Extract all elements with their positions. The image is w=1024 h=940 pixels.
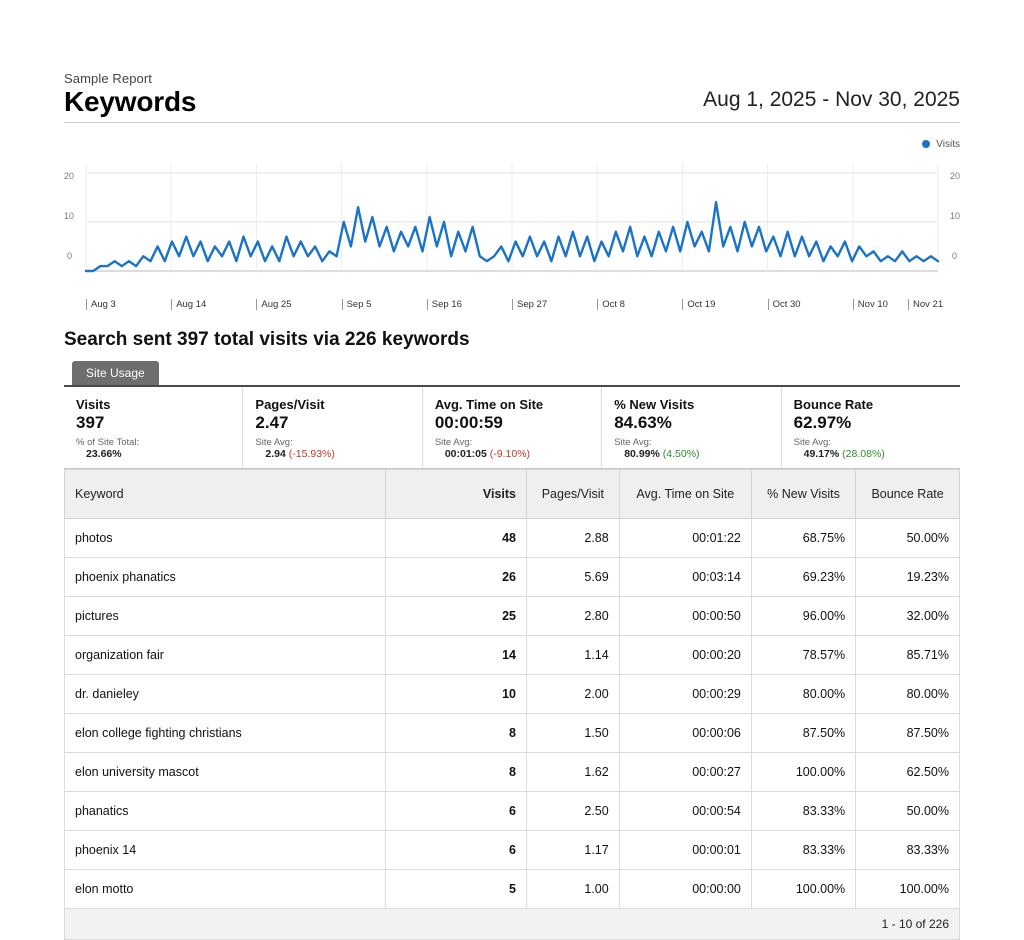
cell-new-visits: 83.33% [751, 792, 855, 831]
sample-report-label: Sample Report [64, 71, 153, 86]
metric-delta: (28.08%) [842, 448, 885, 461]
metric-sub-number: 80.99% [624, 448, 660, 461]
cell-bounce-rate: 62.50% [856, 753, 960, 792]
column-header-keyword[interactable]: Keyword [65, 470, 386, 519]
title-block [64, 72, 196, 116]
cell-pages-per-visit: 1.14 [527, 636, 620, 675]
cell-bounce-rate: 32.00% [856, 597, 960, 636]
cell-visits: 25 [386, 597, 527, 636]
cell-visits: 6 [386, 831, 527, 870]
metric-sub-number: 49.17% [803, 448, 840, 461]
cell-pages-per-visit: 2.00 [527, 675, 620, 714]
metric-sub-value [255, 448, 421, 460]
cell-visits: 8 [386, 714, 527, 753]
cell-keyword[interactable]: elon motto [65, 870, 386, 909]
summary-sentence: Search sent 397 total visits via 226 keywords [64, 329, 470, 351]
y-axis-tick-right-20: 20 [949, 171, 960, 182]
metric-name: Bounce Rate [793, 397, 874, 413]
x-axis-tick-label: Sep 5 [342, 299, 372, 310]
cell-avg-time: 00:00:29 [619, 675, 751, 714]
cell-keyword[interactable]: organization fair [65, 636, 386, 675]
cell-pages-per-visit: 1.00 [527, 870, 620, 909]
metrics-summary [64, 385, 960, 469]
cell-avg-time: 00:01:22 [619, 519, 751, 558]
cell-bounce-rate: 100.00% [856, 870, 960, 909]
metric-sub-value [435, 448, 601, 460]
cell-visits: 26 [386, 558, 527, 597]
report-header [64, 0, 960, 123]
cell-pages-per-visit: 5.69 [527, 558, 620, 597]
cell-visits: 14 [386, 636, 527, 675]
table-row [65, 870, 960, 909]
table-row [65, 558, 960, 597]
x-axis-tick-label: Nov 10 [853, 299, 888, 310]
column-header-visits[interactable]: Visits [386, 470, 527, 519]
cell-avg-time: 00:00:00 [619, 870, 751, 909]
cell-bounce-rate: 87.50% [856, 714, 960, 753]
metric-delta: (-9.10%) [489, 448, 531, 461]
table-body [65, 519, 960, 909]
keywords-table [64, 469, 960, 909]
cell-new-visits: 69.23% [751, 558, 855, 597]
metric-value: 00:00:59 [434, 413, 503, 433]
metric-sub-value [794, 448, 960, 460]
cell-new-visits: 80.00% [751, 675, 855, 714]
cell-visits: 48 [386, 519, 527, 558]
table-row [65, 753, 960, 792]
metric-new-visits [602, 387, 781, 468]
metric-delta: (-15.93%) [288, 448, 335, 461]
x-axis-tick-label: Oct 8 [597, 299, 625, 310]
metric-name: Visits [76, 397, 111, 413]
cell-keyword[interactable]: elon college fighting christians [65, 714, 386, 753]
cell-bounce-rate: 19.23% [856, 558, 960, 597]
table-row [65, 675, 960, 714]
x-axis-tick-label: Oct 19 [682, 299, 715, 310]
cell-bounce-rate: 50.00% [856, 792, 960, 831]
cell-avg-time: 00:00:20 [619, 636, 751, 675]
chart-x-axis [64, 297, 960, 315]
metric-value: 397 [76, 413, 105, 433]
x-axis-tick-label: Aug 25 [256, 299, 291, 310]
metric-sub-label: Site Avg: [255, 437, 293, 449]
metric-pages-per-visit [243, 387, 422, 468]
table-row [65, 597, 960, 636]
x-axis-tick-label: Nov 21 [908, 299, 943, 310]
date-range[interactable]: Aug 1, 2025 - Nov 30, 2025 [703, 88, 960, 112]
cell-pages-per-visit: 1.17 [527, 831, 620, 870]
table-row [65, 636, 960, 675]
table-row [65, 792, 960, 831]
table-row [65, 519, 960, 558]
tab-site-usage[interactable]: Site Usage [72, 361, 159, 385]
metric-sub-label: % of Site Total: [76, 437, 140, 449]
cell-keyword[interactable]: elon university mascot [65, 753, 386, 792]
cell-visits: 8 [386, 753, 527, 792]
y-axis-tick-left-20: 20 [64, 171, 75, 182]
cell-bounce-rate: 85.71% [856, 636, 960, 675]
cell-new-visits: 78.57% [751, 636, 855, 675]
legend-dot-icon [922, 140, 930, 148]
metric-sub-number: 2.94 [265, 448, 286, 461]
cell-pages-per-visit: 2.80 [527, 597, 620, 636]
cell-avg-time: 00:03:14 [619, 558, 751, 597]
cell-pages-per-visit: 2.50 [527, 792, 620, 831]
table-pagination: 1 - 10 of 226 [64, 909, 960, 940]
cell-visits: 5 [386, 870, 527, 909]
cell-new-visits: 100.00% [751, 753, 855, 792]
x-axis-tick-label: Aug 14 [171, 299, 206, 310]
metric-avg-time-on-site [423, 387, 602, 468]
cell-keyword[interactable]: pictures [65, 597, 386, 636]
tab-bar [64, 361, 960, 385]
cell-new-visits: 68.75% [751, 519, 855, 558]
cell-bounce-rate: 50.00% [856, 519, 960, 558]
metric-sub-label: Site Avg: [434, 437, 473, 449]
column-header-bounce-rate[interactable]: Bounce Rate [856, 470, 960, 519]
visits-line-chart[interactable] [64, 157, 960, 297]
column-header-pages-visit[interactable]: Pages/Visit [527, 470, 620, 519]
y-axis-tick-right-10: 10 [949, 211, 960, 222]
metric-bounce-rate [782, 387, 960, 468]
legend-label-visits: Visits [936, 138, 960, 150]
cell-avg-time: 00:00:54 [619, 792, 751, 831]
metric-sub-number: 23.66% [86, 448, 122, 461]
chart-plot-area [64, 157, 960, 277]
metric-sub-label: Site Avg: [793, 437, 831, 449]
cell-new-visits: 96.00% [751, 597, 855, 636]
metric-sub-value [76, 448, 242, 460]
metric-value: 84.63% [614, 413, 672, 433]
cell-new-visits: 100.00% [751, 870, 855, 909]
cell-new-visits: 87.50% [751, 714, 855, 753]
metric-name: % New Visits [614, 397, 695, 413]
table-header-row [65, 470, 960, 519]
cell-pages-per-visit: 1.62 [527, 753, 620, 792]
metric-sub-number: 00:01:05 [444, 448, 487, 461]
cell-keyword[interactable]: photos [65, 519, 386, 558]
table-row [65, 831, 960, 870]
y-axis-tick-left-10: 10 [64, 211, 75, 222]
metric-delta: (4.50%) [662, 448, 700, 461]
cell-avg-time: 00:00:01 [619, 831, 751, 870]
cell-keyword[interactable]: phoenix phanatics [65, 558, 386, 597]
metric-visits [64, 387, 243, 468]
x-axis-tick-label: Sep 16 [427, 299, 462, 310]
metric-name: Pages/Visit [255, 397, 325, 413]
cell-pages-per-visit: 2.88 [527, 519, 620, 558]
chart-legend [64, 137, 960, 151]
cell-keyword[interactable]: dr. danieley [65, 675, 386, 714]
metric-sub-value [614, 448, 780, 460]
cell-avg-time: 00:00:27 [619, 753, 751, 792]
cell-visits: 6 [386, 792, 527, 831]
x-axis-tick-label: Aug 3 [86, 299, 116, 310]
cell-visits: 10 [386, 675, 527, 714]
cell-new-visits: 83.33% [751, 831, 855, 870]
y-axis-tick-left-0: 0 [67, 251, 73, 262]
column-header-new-visits[interactable]: % New Visits [751, 470, 855, 519]
x-axis-tick-label: Sep 27 [512, 299, 547, 310]
metric-value: 2.47 [255, 413, 289, 433]
metric-sub-label: Site Avg: [614, 437, 652, 449]
cell-keyword[interactable]: phoenix 14 [65, 831, 386, 870]
cell-bounce-rate: 83.33% [856, 831, 960, 870]
table-row [65, 714, 960, 753]
cell-keyword[interactable]: phanatics [65, 792, 386, 831]
cell-avg-time: 00:00:50 [619, 597, 751, 636]
column-header-avg-time[interactable]: Avg. Time on Site [619, 470, 751, 519]
cell-avg-time: 00:00:06 [619, 714, 751, 753]
y-axis-tick-right-0: 0 [951, 251, 957, 262]
page-title: Keywords [64, 85, 197, 117]
table-header [65, 470, 960, 519]
cell-bounce-rate: 80.00% [856, 675, 960, 714]
metric-value: 62.97% [793, 413, 852, 433]
cell-pages-per-visit: 1.50 [527, 714, 620, 753]
metric-name: Avg. Time on Site [434, 397, 544, 413]
x-axis-tick-label: Oct 30 [768, 299, 801, 310]
